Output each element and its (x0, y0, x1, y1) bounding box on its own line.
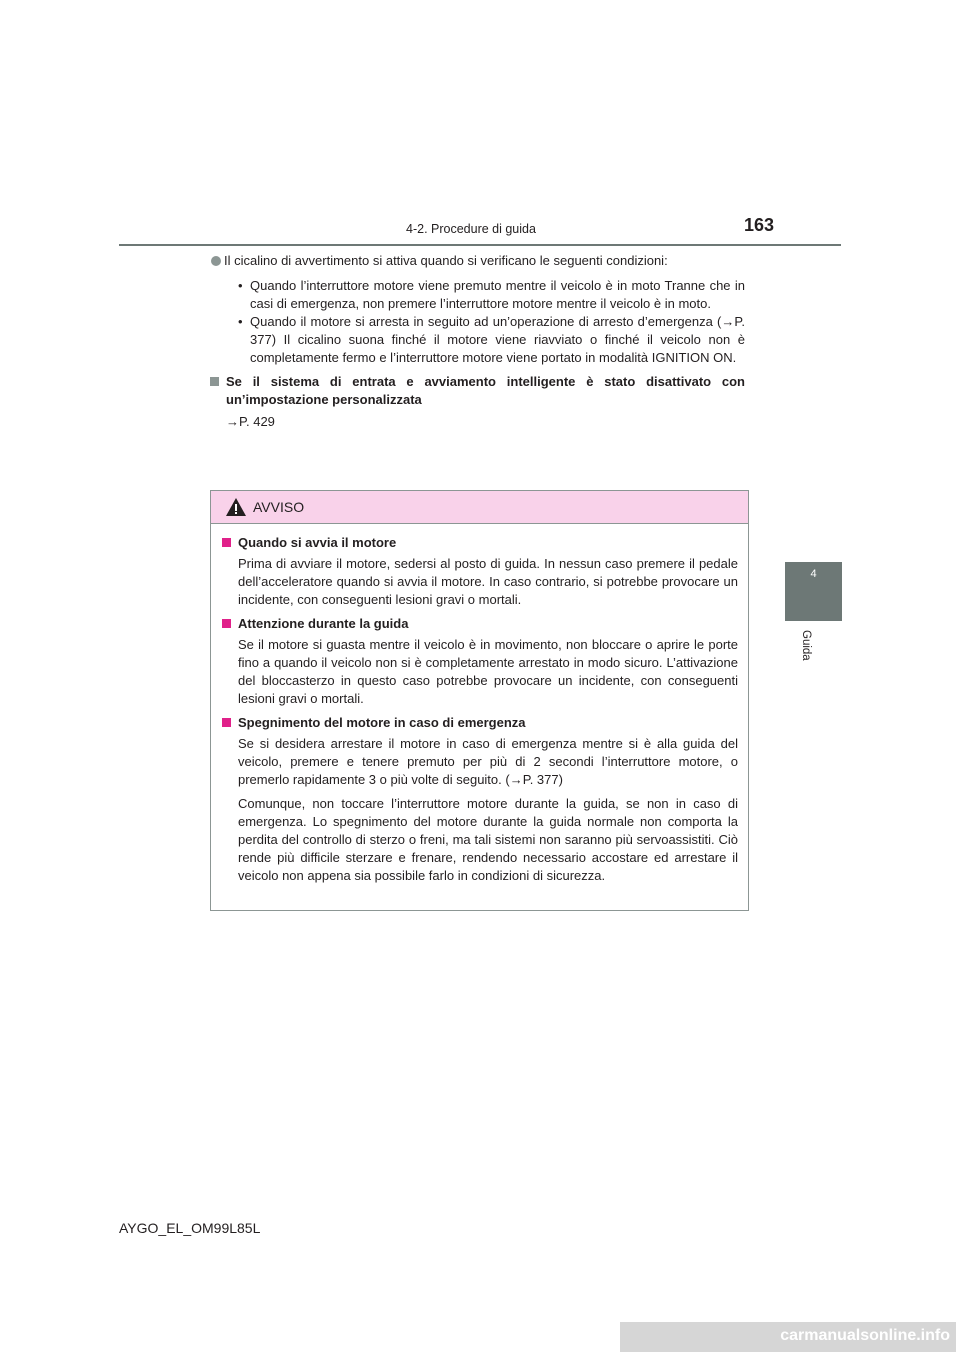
warning-paragraph: Se il motore si guasta mentre il veicolo è in movimento, non bloccare o aprire le porte fino a quando il veicolo non si è completamente arrestato in modo sicuro. L’attivazione del bloccasterzo in questo caso potrebbe provocare un incidente, con conseguenti lesioni gravi o mortali. (238, 637, 738, 706)
chapter-label-text: Guida (800, 630, 812, 661)
warning-triangle-icon (225, 497, 247, 517)
bullet-intro-text: Il cicalino di avvertimento si attiva quando si verificano le seguenti condizioni: (224, 253, 668, 268)
warning-title: AVVISO (253, 499, 305, 515)
document-code: AYGO_EL_OM99L85L (119, 1220, 261, 1236)
sub-item-text: Quando il motore si arresta in seguito ad un’operazione di arresto d’emergenza (→P. 377) Il cicalino suona finché il motore viene riavviato o finché il veicolo non è completamente fermo e l’interruttore motore viene portato in modalità IGNITION ON. (250, 314, 745, 365)
dot-bullet-icon: • (238, 314, 243, 329)
sub-item-text: Quando l’interruttore motore viene premuto mentre il veicolo è in moto Tranne che in casi di emergenza, non premere l’interruttore motore mentre il veicolo è in moto. (250, 278, 745, 311)
page-number: 163 (744, 215, 775, 235)
dot-bullet-icon: • (238, 278, 243, 293)
circle-bullet-icon (211, 256, 221, 266)
chapter-label (800, 630, 828, 670)
bullet-item (210, 252, 745, 270)
sub-list (210, 277, 745, 367)
warning-paragraph: Prima di avviare il motore, sedersi al posto di guida. In nessun caso premere il pedale dell’acceleratore quando si avvia il motore. In caso contrario, si potrebbe provocare un incidente, con conseguenti lesioni gravi o mortali. (238, 556, 738, 607)
warning-box (210, 490, 749, 911)
section-heading (210, 373, 745, 409)
header-rule (119, 244, 841, 246)
warning-section-heading (221, 534, 738, 552)
main-content (210, 252, 745, 431)
chapter-tab-number: 4 (810, 568, 817, 580)
warning-section-heading (221, 714, 738, 732)
warning-body (211, 524, 748, 885)
square-bullet-icon (222, 619, 231, 628)
square-bullet-icon (222, 538, 231, 547)
square-bullet-icon (210, 377, 219, 386)
warning-section-heading (221, 615, 738, 633)
page-section-title: 4-2. Procedure di guida (406, 222, 536, 236)
sub-list-item (238, 313, 745, 367)
section-heading-text: Se il sistema di entrata e avviamento intelligente è stato disattivato con un’impostazione personalizzata (226, 374, 745, 407)
page-reference-link[interactable]: →P. 429 (226, 414, 275, 429)
warning-heading-text: Quando si avvia il motore (238, 535, 397, 550)
watermark (620, 1322, 956, 1352)
square-bullet-icon (222, 718, 231, 727)
warning-heading-text: Spegnimento del motore in caso di emergenza (238, 715, 526, 730)
warning-paragraph: Comunque, non toccare l’interruttore motore durante la guida, se non in caso di emergenza. Lo spegnimento del motore durante la guida normale non comporta la perdita del controllo di sterzo o freni, ma tali sistemi non saranno più servoassistiti. Ciò rende più difficile sterzare e frenare, rendendo necessario accostare ed arrestare il veicolo non appena sia possibile farlo in condizioni di sicurezza. (238, 796, 738, 883)
watermark-text: carmanualsonline.info (780, 1327, 950, 1344)
warning-paragraph: Se si desidera arrestare il motore in caso di emergenza mentre si è alla guida del veicolo, premere e tenere premuto per più di 2 secondi l’interruttore motore, o premerlo rapidamente 3 o più volte di seguito. (→P. 377) (238, 736, 738, 787)
warning-heading-text: Attenzione durante la guida (238, 616, 409, 631)
sub-list-item (238, 277, 745, 313)
chapter-tab[interactable] (785, 562, 842, 621)
warning-header (211, 491, 748, 524)
